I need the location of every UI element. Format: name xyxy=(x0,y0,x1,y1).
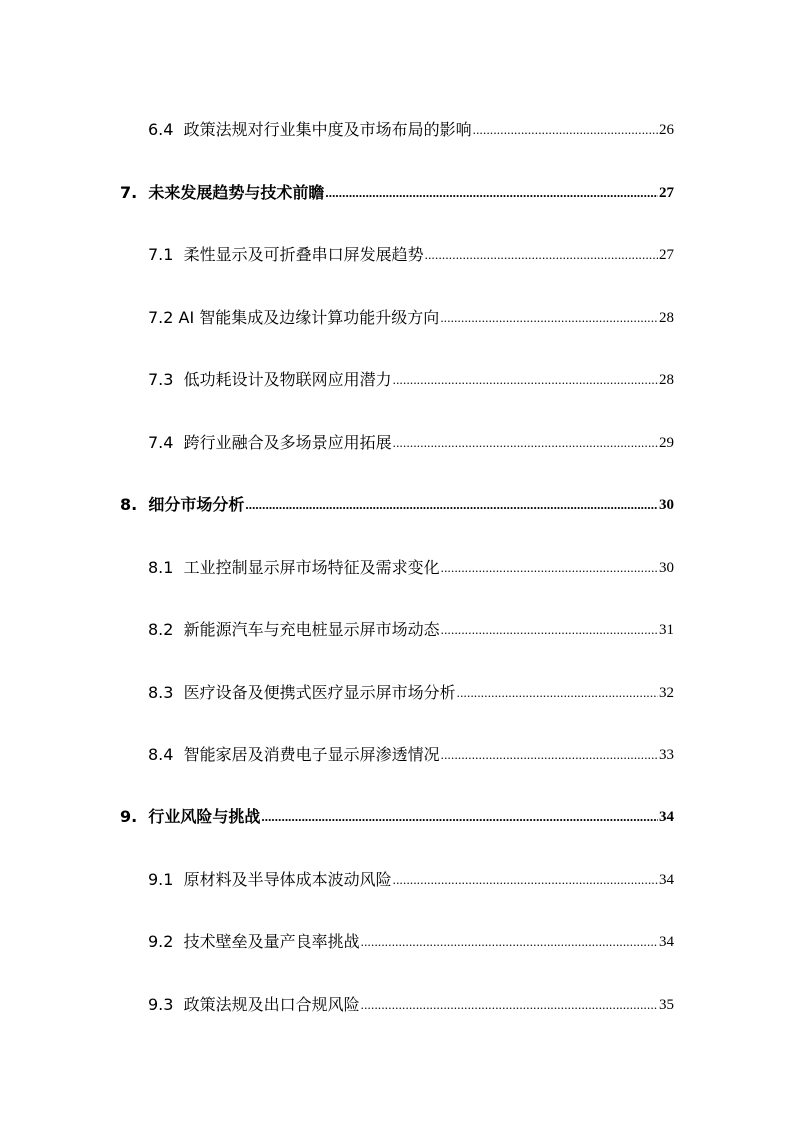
toc-page-number: 29 xyxy=(659,435,674,451)
toc-entry-7-4[interactable] xyxy=(148,425,674,453)
toc-entry-title: 9.2 技术壁垒及量产良率挑战 xyxy=(148,932,360,951)
toc-entry-7-1[interactable] xyxy=(148,237,674,265)
toc-dot-leader xyxy=(392,433,658,453)
toc-chapter-8[interactable] xyxy=(120,487,674,515)
toc-entry-title: 7.2 AI 智能集成及边缘计算功能升级方向 xyxy=(148,308,440,327)
toc-chapter-title: 9. 行业风险与挑战 xyxy=(120,807,261,826)
toc-entry-title: 7.3 低功耗设计及物联网应用潜力 xyxy=(148,370,392,389)
toc-dot-leader xyxy=(360,932,658,952)
toc-dot-leader xyxy=(324,183,658,203)
toc-entry-6-4[interactable] xyxy=(148,112,674,140)
toc-entry-title: 7.4 跨行业融合及多场景应用拓展 xyxy=(148,433,392,452)
toc-entry-title: 8.2 新能源汽车与充电桩显示屏市场动态 xyxy=(148,620,440,639)
toc-dot-leader xyxy=(244,495,658,515)
toc-page-number: 34 xyxy=(659,872,674,888)
toc-dot-leader xyxy=(472,120,658,140)
toc-chapter-title: 8. 细分市场分析 xyxy=(120,495,245,514)
toc-page-number: 28 xyxy=(659,372,674,388)
toc-dot-leader xyxy=(392,870,658,890)
toc-dot-leader xyxy=(440,558,658,578)
toc-entry-8-3[interactable] xyxy=(148,675,674,703)
toc-page-number: 30 xyxy=(659,497,674,513)
toc-entry-title: 9.1 原材料及半导体成本波动风险 xyxy=(148,870,392,889)
toc-entry-8-1[interactable] xyxy=(148,550,674,578)
toc-entry-9-1[interactable] xyxy=(148,862,674,890)
toc-entry-8-2[interactable] xyxy=(148,612,674,640)
toc-dot-leader xyxy=(424,245,658,265)
toc-page-number: 27 xyxy=(659,185,674,201)
toc-dot-leader xyxy=(440,620,658,640)
toc-chapter-9[interactable] xyxy=(120,799,674,827)
toc-chapter-title: 7. 未来发展趋势与技术前瞻 xyxy=(120,183,325,202)
toc-page-number: 33 xyxy=(659,747,674,763)
toc-chapter-7[interactable] xyxy=(120,175,674,203)
toc-entry-title: 8.1 工业控制显示屏市场特征及需求变化 xyxy=(148,558,440,577)
toc-page-number: 26 xyxy=(659,122,674,138)
toc-page-number: 32 xyxy=(659,685,674,701)
toc-page-number: 27 xyxy=(659,247,674,263)
toc-page-number: 30 xyxy=(659,560,674,576)
toc-page-number: 31 xyxy=(659,622,674,638)
toc-entry-title: 8.3 医疗设备及便携式医疗显示屏市场分析 xyxy=(148,683,456,702)
toc-entry-7-3[interactable] xyxy=(148,362,674,390)
toc-page-number: 28 xyxy=(659,310,674,326)
toc-dot-leader xyxy=(260,807,658,827)
toc-dot-leader xyxy=(456,683,658,703)
toc-entry-title: 7.1 柔性显示及可折叠串口屏发展趋势 xyxy=(148,245,424,264)
toc-dot-leader xyxy=(439,308,658,328)
toc-entry-title: 6.4 政策法规对行业集中度及市场布局的影响 xyxy=(148,120,472,139)
toc-entry-7-2[interactable] xyxy=(148,300,674,328)
toc-dot-leader xyxy=(360,995,658,1015)
toc-page-number: 35 xyxy=(659,997,674,1013)
toc-entry-title: 9.3 政策法规及出口合规风险 xyxy=(148,995,360,1014)
toc-entry-9-2[interactable] xyxy=(148,924,674,952)
toc-entry-8-4[interactable] xyxy=(148,737,674,765)
toc-entry-9-3[interactable] xyxy=(148,987,674,1015)
toc-page-number: 34 xyxy=(659,809,674,825)
toc-dot-leader xyxy=(440,745,658,765)
toc-page-number: 34 xyxy=(659,934,674,950)
toc-entry-title: 8.4 智能家居及消费电子显示屏渗透情况 xyxy=(148,745,440,764)
toc-dot-leader xyxy=(392,370,658,390)
